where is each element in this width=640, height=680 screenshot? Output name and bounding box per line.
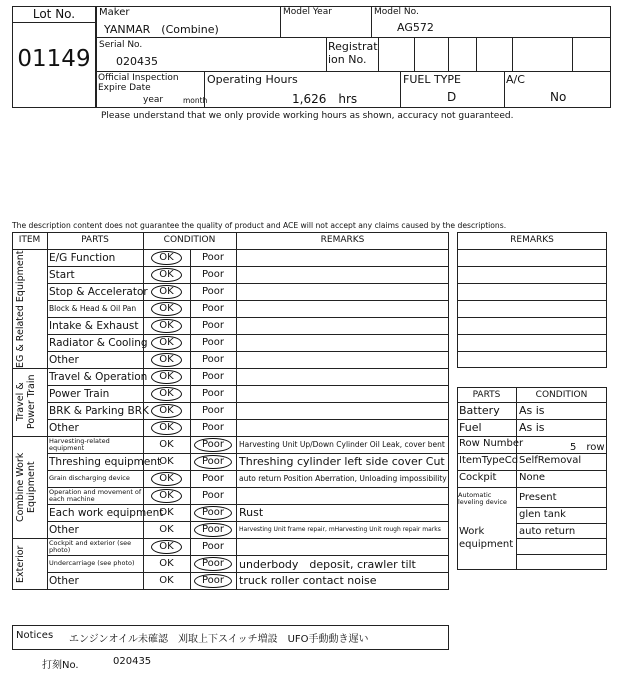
poor-option [190,385,236,402]
ok-option [143,538,190,555]
table-row-part [49,521,142,538]
ok-label: OK [159,439,174,450]
header-vline-b [371,6,372,37]
part-label: Radiator & Cooling [49,336,148,349]
ok-option [143,521,190,538]
row-number-label: Row Number [459,438,524,449]
ok-option [143,453,190,470]
month-label: month [183,96,208,105]
cockpit-value: None [519,472,546,483]
col-remarks-header: REMARKS [320,235,365,245]
table-row-part [49,453,162,470]
table-row-remark [239,487,448,504]
table-row-part [49,385,142,402]
work-equipment-value-1: glen tank [519,509,566,520]
ac-value: No [550,90,567,104]
part-label: Intake & Exhaust [49,319,139,332]
table-row-remark [239,249,448,266]
row-number-value: 5 row [570,442,605,453]
fuel-type-label: FUEL TYPE [403,73,461,86]
header-vline-a [280,6,281,37]
remark-text: Threshing cylinder left side cover Cut [239,455,445,468]
table-row-remark [239,300,448,317]
poor-label: Poor [194,438,232,452]
part-label: Stop & Accelerator [49,285,148,298]
table-row-remark [239,453,448,470]
stamp-label: 打刻No. [42,660,79,671]
part-label: Start [49,268,75,281]
ok-label: OK [151,370,181,384]
table-row-remark [239,521,448,538]
poor-option [190,283,236,300]
lot-divider [12,22,96,23]
ok-option [143,266,190,283]
item-type-value: SelfRemoval [519,455,582,466]
poor-option [190,453,236,470]
fuel-value: As is [519,421,545,434]
table-row-part [49,470,142,487]
ok-option [143,470,190,487]
model-year-label: Model Year [283,7,332,17]
poor-label: Poor [201,337,225,348]
side-row-line [457,436,607,437]
poor-option [190,436,236,453]
poor-label: Poor [201,405,225,416]
ok-label: OK [159,558,174,569]
table-row-remark [239,555,448,572]
table-row-part [49,402,149,419]
table-row-part [49,334,148,351]
header-vline-c [326,37,327,71]
part-label: Power Train [49,387,110,400]
side-row-line [516,507,607,508]
ok-label: OK [151,302,181,316]
ok-option [143,317,190,334]
serial-label: Serial No. [99,40,143,50]
table-row-remark [239,283,448,300]
registration-label: Registrat ion No. [328,40,378,66]
table-row-part [49,249,142,266]
ok-label: OK [151,268,181,282]
ok-label: OK [159,575,174,586]
ok-option [143,283,190,300]
ok-option [143,300,190,317]
header-vline-k [400,71,401,108]
poor-label: Poor [201,303,225,314]
hours-label: Operating Hours [207,73,298,86]
table-row-part [49,368,148,385]
col-condition-header: CONDITION [163,235,216,245]
col-item-header: ITEM [18,235,41,245]
remarks-line [457,249,607,250]
col-parts-header: PARTS [81,235,109,245]
serial-value: 020435 [116,55,158,68]
group-label-combine: Combine Work Equipment [15,452,37,522]
table-row-remark [239,368,448,385]
table-row-part [49,436,142,453]
hours-note: Please understand that we only provide working hours as shown, accuracy not guaranteed. [101,111,514,121]
part-label: Each work equipment [49,506,164,519]
ok-option [143,419,190,436]
notices-text: エンジンオイル未確認 刈取上下スイッチ増設 UFO手動動き遅い [69,634,369,645]
table-row-part [49,555,142,572]
remark-text: Rust [239,506,264,519]
poor-option [190,334,236,351]
header-row-line-2 [96,71,611,72]
ok-label: OK [151,251,181,265]
remark-text: auto return Position Aberration, Unloading impossibility [239,474,447,483]
lot-value: 01149 [17,46,91,72]
remarks-line [457,317,607,318]
poor-option [190,368,236,385]
table-vline [47,232,48,590]
lot-label: Lot No. [32,7,76,21]
table-row-remark [239,436,448,453]
poor-option [190,317,236,334]
table-row-part [49,317,142,334]
header-vline-g [476,37,477,71]
ok-label: OK [159,507,174,518]
table-row-part [49,487,142,504]
model-no-value: AG572 [397,21,434,34]
fuel-label: Fuel [459,421,482,434]
remark-text: underbody deposit, crawler tilt [239,557,416,571]
model-no-label: Model No. [374,7,419,17]
poor-label: Poor [194,523,232,537]
part-label: BRK & Parking BRK [49,404,149,417]
poor-option [190,419,236,436]
auto-leveling-label: Automatic leveling device [458,491,507,506]
auto-leveling-value: Present [519,492,557,503]
poor-label: Poor [201,490,225,501]
table-row-remark [239,402,448,419]
ac-label: A/C [506,73,525,86]
header-vline-d [378,37,379,71]
fuel-type-value: D [447,90,457,104]
header-vline-l [504,71,505,108]
part-label: Cockpit and exterior (see photo) [49,538,132,554]
table-row-remark [239,572,448,589]
hours-value: 1,626 hrs [292,92,358,106]
remark-text: Harvesting Unit Up/Down Cylinder Oil Leak, cover bent [239,440,445,449]
remarks-line [457,283,607,284]
notices-label: Notices [16,630,54,641]
table-row-remark [239,538,448,555]
part-label: Other [49,421,79,434]
poor-option [190,402,236,419]
side-col-condition: CONDITION [535,390,588,400]
header-row-line-1 [96,37,611,38]
side-row-line [516,554,607,555]
part-label: Undercarriage (see photo) [49,559,135,567]
table-row-part [49,504,164,521]
group-label-exterior: Exterior [15,545,26,583]
poor-label: Poor [201,252,225,263]
poor-option [190,266,236,283]
part-label: Grain discharging device [49,474,130,482]
side-row-line [457,470,607,471]
poor-label: Poor [194,455,232,469]
poor-label: Poor [194,557,232,571]
poor-option [190,300,236,317]
ok-label: OK [159,524,174,535]
poor-label: Poor [201,371,225,382]
remarks-line [457,334,607,335]
stamp-value: 020435 [113,656,152,667]
table-row-remark [239,470,448,487]
ok-option [143,351,190,368]
ok-option [143,249,190,266]
remark-text: truck roller contact noise [239,574,377,587]
ok-option [143,504,190,521]
table-row-remark [239,351,448,368]
battery-label: Battery [459,404,500,417]
poor-label: Poor [201,269,225,280]
poor-option [190,351,236,368]
part-label: Harvesting-related equipment [49,436,110,452]
part-label: Operation and movement of each machine [49,487,142,503]
disclaimer: The description content does not guarantee the quality of product and ACE will not accept any claims caused by the descriptions. [12,221,507,230]
part-label: Other [49,353,79,366]
header-vline-f [448,37,449,71]
right-remarks-header: REMARKS [510,235,554,245]
ok-label: OK [151,353,181,367]
battery-value: As is [519,404,545,417]
side-row-line [457,419,607,420]
item-type-label: ItemTypeCd [459,455,519,466]
ok-label: OK [159,456,174,467]
work-equipment-value-2: auto return [519,526,576,537]
poor-option [190,572,236,589]
header-vline-i [572,37,573,71]
remark-text: Harvesting Unit frame repair, mHarvesting Unit rough repair marks [239,526,441,533]
remarks-line [457,300,607,301]
table-vline [236,232,237,590]
ok-option [143,555,190,572]
table-row-part [49,538,142,555]
poor-option [190,487,236,504]
table-row-remark [239,266,448,283]
maker-label: Maker [99,7,130,18]
poor-label: Poor [201,473,225,484]
side-row-line [457,453,607,454]
part-label: Travel & Operation [49,370,148,383]
inspection-label-1: Official Inspection [98,73,179,83]
table-row-part [49,283,148,300]
poor-label: Poor [194,506,232,520]
ok-option [143,436,190,453]
ok-label: OK [151,472,181,486]
poor-option [190,504,236,521]
table-row-part [49,300,142,317]
maker-value: YANMAR (Combine) [104,23,219,36]
poor-option [190,555,236,572]
part-label: Other [49,523,79,536]
side-row-line [516,538,607,539]
ok-label: OK [151,404,181,418]
year-label: year [143,95,164,105]
part-label: Block & Head & Oil Pan [49,304,137,313]
poor-label: Poor [201,286,225,297]
remarks-line [457,266,607,267]
poor-label: Poor [201,320,225,331]
ok-label: OK [151,421,181,435]
table-row-remark [239,504,448,521]
ok-label: OK [151,540,181,554]
header-vline-h [512,37,513,71]
table-row-remark [239,317,448,334]
poor-option [190,249,236,266]
ok-option [143,572,190,589]
header-vline-e [414,37,415,71]
ok-label: OK [151,319,181,333]
poor-option [190,470,236,487]
ok-option [143,334,190,351]
ok-label: OK [151,285,181,299]
poor-label: Poor [201,354,225,365]
table-row-remark [239,419,448,436]
ok-option [143,402,190,419]
group-label-eg: EG & Related Equipment [15,250,26,368]
part-label: E/G Function [49,251,116,264]
table-row-part [49,419,142,436]
ok-label: OK [151,489,181,503]
table-row-remark [239,334,448,351]
side-col-parts: PARTS [472,390,501,400]
ok-option [143,487,190,504]
poor-option [190,538,236,555]
side-row-line [457,487,607,488]
side-vline [516,387,517,570]
part-label: Other [49,574,79,587]
poor-option [190,521,236,538]
poor-label: Poor [201,422,225,433]
table-row-part [49,266,142,283]
ok-option [143,385,190,402]
ok-option [143,368,190,385]
table-row-remark [239,385,448,402]
poor-label: Poor [194,574,232,588]
ok-label: OK [151,387,181,401]
table-row-part [49,572,142,589]
inspection-label-2: Expire Date [98,83,151,93]
side-row-line [516,523,607,524]
poor-label: Poor [201,541,225,552]
remarks-line [457,351,607,352]
table-row-part [49,351,142,368]
cockpit-label: Cockpit [459,472,497,483]
poor-label: Poor [201,388,225,399]
side-row-line [457,402,607,403]
work-equipment-label: Work equipment [459,526,514,550]
ok-label: OK [151,336,181,350]
part-label: Threshing equipment [49,455,162,468]
group-label-travel: Travel & Power Train [15,374,37,430]
